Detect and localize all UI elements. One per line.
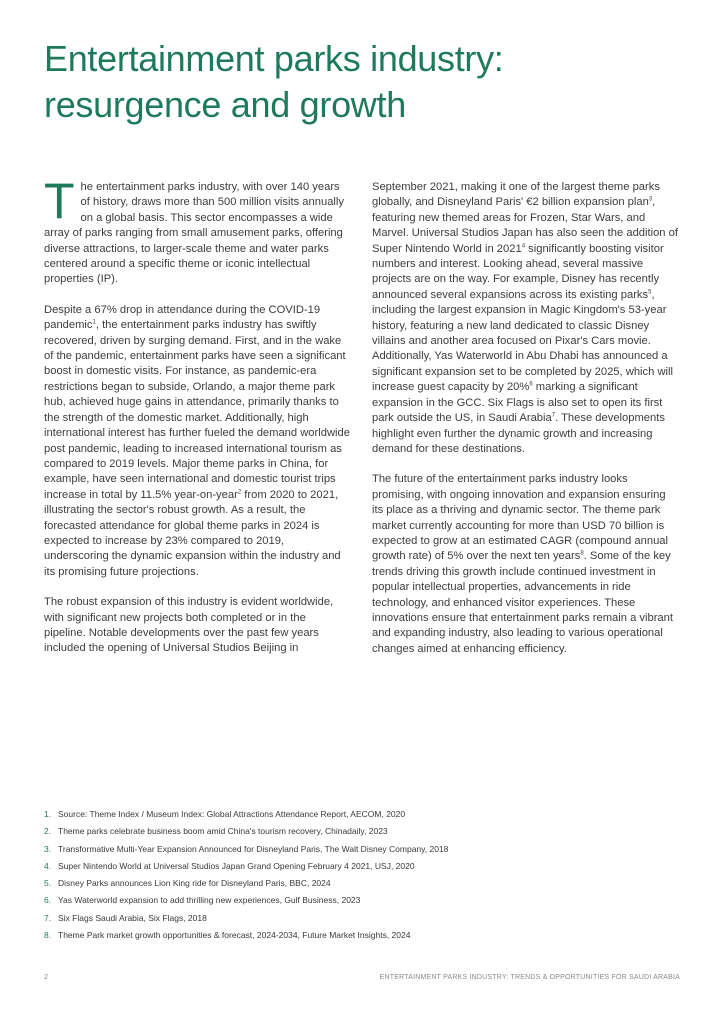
footnote-number: 7. <box>44 912 52 923</box>
footnote-text: Super Nintendo World at Universal Studios Japan Grand Opening February 4 2021, USJ, 2020 <box>58 860 415 871</box>
page-title <box>44 36 684 128</box>
footnote-ref-3: 3 <box>648 196 653 203</box>
footnote-ref-4: 4 <box>521 242 526 249</box>
page-number: 2 <box>44 974 48 981</box>
footnote-number: 3. <box>44 843 52 854</box>
paragraph-expansion: The robust expansion of this industry is evident worldwide, with significant new projects both completed or in the pipeline. Notable developments over the past few years included the opening of Universal Studios Beijing in <box>44 596 334 655</box>
footnote-number: 1. <box>44 809 52 819</box>
footnote-item <box>44 927 684 944</box>
footnote-item <box>44 910 684 927</box>
footnote-ref-8: 8 <box>580 550 584 557</box>
footnote-item <box>44 892 684 909</box>
footnote-item <box>44 858 684 875</box>
paragraph-covid-recovery: Despite a 67% drop in attendance during the COVID-19 pandemic$^1$, the entertainment parks industry has swiftly recovered, driven by surging demand. First, and in the wake of the pandemic, entertainment parks have seen a significant boost in domestic visits. For instance, as pandemic-era restrictions began to subside, Orlando, a major theme park hub, achieved huge gains in attendance, primarily thanks to the strength of the domestic market. Additionally, high international interest has further fueled the demand worldwide post pandemic, leading to increased international tourism as compared to 2019 levels. Major theme parks in China, for example, have seen international and domestic tourist trips increase in total by 11.5% year-on-year$^2$ from 2020 to 2021, illustrating the sector's robust growth. As a result, the forecasted attendance for global theme parks in 2024 is expected to increase by 23% compared to 2019, underscoring the dynamic expansion within the industry and its promising future projections. <box>44 303 350 578</box>
footnote-item <box>44 823 684 840</box>
footnote-number: 6. <box>44 895 52 906</box>
paragraph-intro-text: he entertainment parks industry, with over 140 years of history, draws more than 500 million visits annually on a global basis. This sector encompasses a wide array of parks ranging from small amusement parks, offering diverse attractions, to larger-scale theme and water parks centered around a specific theme or iconic intellectual properties (IP). <box>44 181 344 286</box>
footnote-number: 5. <box>44 878 52 889</box>
footnote-ref-5: 5 <box>648 289 652 296</box>
footnote-number: 8. <box>44 930 52 941</box>
footnote-ref-1: 1 <box>92 319 96 326</box>
footnote-number: 4. <box>44 860 52 871</box>
footnote-text: Disney Parks announces Lion King ride for Disneyland Paris, BBC, 2024 <box>58 878 331 889</box>
title-line-1: Entertainment parks industry: <box>44 38 504 79</box>
footnote-number: 2. <box>44 826 52 837</box>
footnote-text: Six Flags Saudi Arabia, Six Flags, 2018 <box>58 912 207 923</box>
paragraph-intro <box>44 173 350 288</box>
footnote-ref-2: 2 <box>237 488 242 495</box>
footnote-text: Theme Park market growth opportunities & forecast, 2024-2034, Future Market Insights, 2024 <box>58 930 411 941</box>
title-line-2: resurgence and growth <box>44 84 406 125</box>
footnote-text: Yas Waterworld expansion to add thrilling new experiences, Gulf Business, 2023 <box>58 895 361 906</box>
drop-cap: T <box>44 173 75 229</box>
footnotes-list <box>44 806 684 944</box>
footnote-item <box>44 841 684 858</box>
right-column <box>372 180 678 672</box>
running-title: ENTERTAINMENT PARKS INDUSTRY: TRENDS & OPPORTUNITIES FOR SAUDI ARABIA <box>379 974 680 981</box>
footnote-text: Transformative Multi-Year Expansion Announced for Disneyland Paris, The Walt Disney Company, 2018 <box>58 843 449 854</box>
footnote-item <box>44 806 684 823</box>
paragraph-projects: September 2021, making it one of the largest theme parks globally, and Disneyland Paris' €2 billion expansion plan$^3$, featuring new themed areas for Frozen, Star Wars, and Marvel. Universal Studios Japan has also seen the addition of Super Nintendo World in 2021$^4$ significantly boosting visitor numbers and interest. Looking ahead, several massive projects are on the way. For example, Disney has recently announced several expansions across its existing parks$^5$, including the largest expansion in Magic Kingdom's 53-year history, featuring a new land dedicated to classic Disney villains and another area focused on Pixar's Cars movie. Additionally, Yas Waterworld in Abu Dhabi has announced a significant expansion set to be completed by 2025, which will increase guest capacity by 20%$^6$ marking a significant expansion in the GCC. Six Flags is also set to open its first park outside the US, in Saudi Arabia$^7$. These developments highlight even further the dynamic growth and increasing demand for these destinations. <box>372 181 678 455</box>
paragraph-future: The future of the entertainment parks industry looks promising, with ongoing innovation and expansion ensuring its place as a thriving and dynamic sector. The theme park market currently accounting for more than USD 70 billion is expected to grow at an estimated CAGR (compound annual growth rate) of 5% over the next ten years$^8$. Some of the key trends driving this growth include continued investment in popular intellectual properties, advancements in ride technology, and enhanced visitor experiences. These innovations ensure that entertainment parks remain a vibrant and expanding industry, also leading to various operational changes aimed at enhancing efficiency. <box>372 473 673 655</box>
footnote-ref-7: 7 <box>551 412 556 419</box>
footnote-ref-6: 6 <box>529 381 533 388</box>
footnote-item <box>44 875 684 892</box>
left-column <box>44 173 350 672</box>
footnote-text: Source: Theme Index / Museum Index: Global Attractions Attendance Report, AECOM, 2020 <box>58 809 406 819</box>
footnote-text: Theme parks celebrate business boom amid China's tourism recovery, Chinadaily, 2023 <box>58 826 388 837</box>
